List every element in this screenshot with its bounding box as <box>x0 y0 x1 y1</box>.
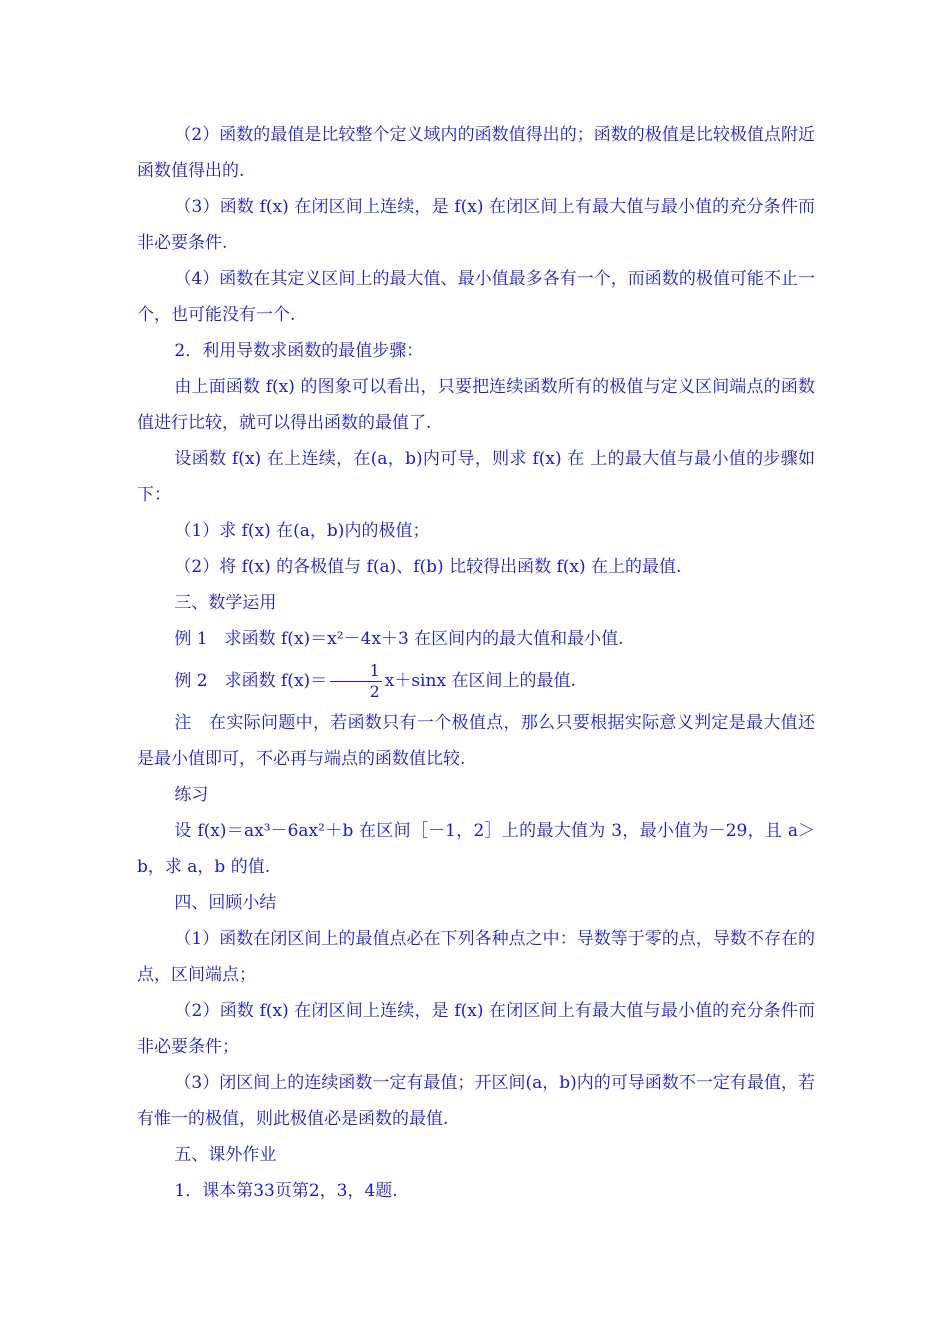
section-heading: 练习 <box>174 785 209 805</box>
example-2-prefix: 例 2 求函数 f(x)＝ <box>174 671 328 691</box>
fraction-denominator: 2 <box>369 682 380 701</box>
document-body <box>137 117 815 1209</box>
example-1: 例 1 求函数 f(x)＝x²－4x＋3 在区间内的最大值和最小值. <box>174 629 624 649</box>
section-heading: 2．利用导数求函数的最值步骤： <box>174 341 424 361</box>
exercise: 设 f(x)＝ax³－6ax²＋b 在区间［－1，2］上的最大值为 3，最小值为－29，且 a＞b，求 a，b 的值. <box>137 821 815 877</box>
fraction-numerator: 1 <box>330 661 382 682</box>
fraction <box>330 661 382 702</box>
paragraph: （4）函数在其定义区间上的最大值、最小值最多各有一个，而函数的极值可能不止一个，也可能没有一个. <box>137 269 815 325</box>
section-heading: 四、回顾小结 <box>174 893 277 913</box>
summary-item: （2）函数 f(x) 在闭区间上连续，是 f(x) 在闭区间上有最大值与最小值的充分条件而非必要条件； <box>137 1001 815 1057</box>
section-heading: 三、数学运用 <box>174 593 277 613</box>
summary-item: （1）函数在闭区间上的最值点必在下列各种点之中：导数等于零的点，导数不存在的点，区间端点； <box>137 929 815 985</box>
homework-item: 1．课本第33页第2，3，4题. <box>174 1181 398 1201</box>
step-item: （2）将 f(x) 的各极值与 f(a)、f(b) 比较得出函数 f(x) 在上的最值. <box>174 557 682 577</box>
paragraph: （3）函数 f(x) 在闭区间上连续，是 f(x) 在闭区间上有最大值与最小值的充分条件而非必要条件. <box>137 197 815 253</box>
section-heading: 五、课外作业 <box>174 1145 277 1165</box>
summary-item: （3）闭区间上的连续函数一定有最值；开区间(a，b)内的可导函数不一定有最值，若有惟一的极值，则此极值必是函数的最值. <box>137 1073 815 1129</box>
paragraph: 设函数 f(x) 在上连续，在(a，b)内可导，则求 f(x) 在 上的最大值与最小值的步骤如下： <box>137 449 815 505</box>
example-2-suffix: x＋sinx 在区间上的最值. <box>384 671 576 691</box>
paragraph: 由上面函数 f(x) 的图象可以看出，只要把连续函数所有的极值与定义区间端点的函数值进行比较，就可以得出函数的最值了. <box>137 377 815 433</box>
note: 注 在实际问题中，若函数只有一个极值点，那么只要根据实际意义判定是最大值还是最小值即可，不必再与端点的函数值比较. <box>137 713 815 769</box>
step-item: （1）求 f(x) 在(a，b)内的极值； <box>174 521 430 541</box>
example-2 <box>137 657 815 705</box>
paragraph: （2）函数的最值是比较整个定义域内的函数值得出的；函数的极值是比较极值点附近函数值得出的. <box>137 125 815 181</box>
